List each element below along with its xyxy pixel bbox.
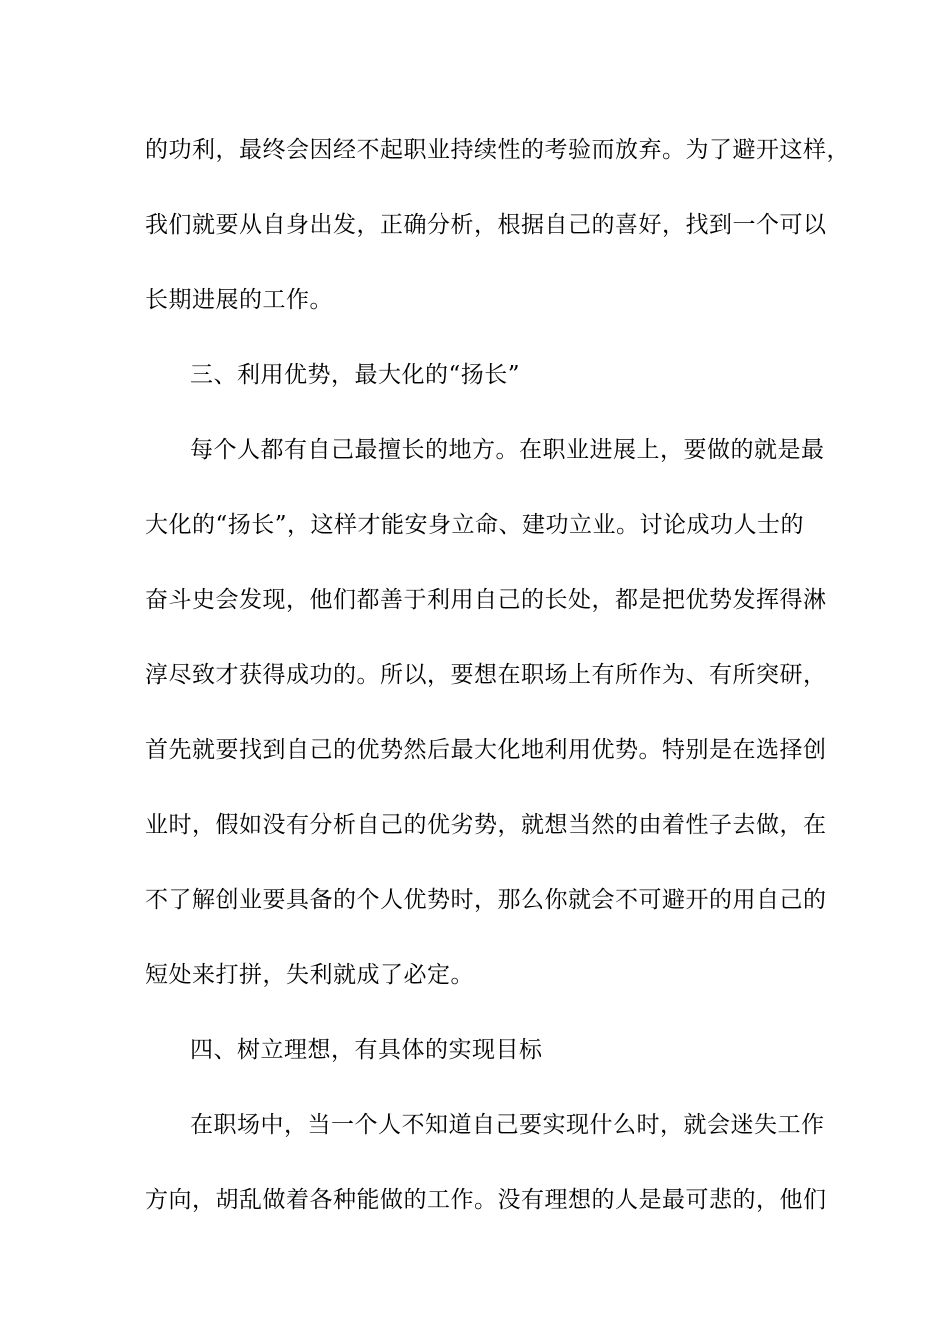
paragraph-line: 方向，胡乱做着各种能做的工作。没有理想的人是最可悲的，他们 xyxy=(145,1187,827,1213)
section-heading: 三、利用优势，最大化的“扬长” xyxy=(190,362,521,388)
section-heading: 四、树立理想，有具体的实现目标 xyxy=(190,1037,543,1063)
paragraph-line: 短处来打拼，失利就成了必定。 xyxy=(145,962,474,988)
paragraph-line: 不了解创业要具备的个人优势时，那么你就会不可避开的用自己的 xyxy=(145,887,827,913)
paragraph-line: 首先就要找到自己的优势然后最大化地利用优势。特别是在选择创 xyxy=(145,737,827,763)
paragraph-line: 长期进展的工作。 xyxy=(145,287,333,313)
paragraph-line: 奋斗史会发现，他们都善于利用自己的长处，都是把优势发挥得淋 xyxy=(145,587,827,613)
paragraph-line: 每个人都有自己最擅长的地方。在职业进展上，要做的就是最 xyxy=(190,437,825,463)
paragraph-line: 我们就要从自身出发，正确分析，根据自己的喜好，找到一个可以 xyxy=(145,212,827,238)
paragraph-line: 的功利，最终会因经不起职业持续性的考验而放弃。为了避开这样， xyxy=(145,137,850,163)
paragraph-line: 大化的“扬长”，这样才能安身立命、建功立业。讨论成功人士的 xyxy=(145,512,805,538)
paragraph-line: 淳尽致才获得成功的。所以，要想在职场上有所作为、有所突研， xyxy=(145,662,827,688)
paragraph-line: 在职场中，当一个人不知道自己要实现什么时，就会迷失工作 xyxy=(190,1112,825,1138)
paragraph-line: 业时，假如没有分析自己的优劣势，就想当然的由着性子去做，在 xyxy=(145,812,827,838)
